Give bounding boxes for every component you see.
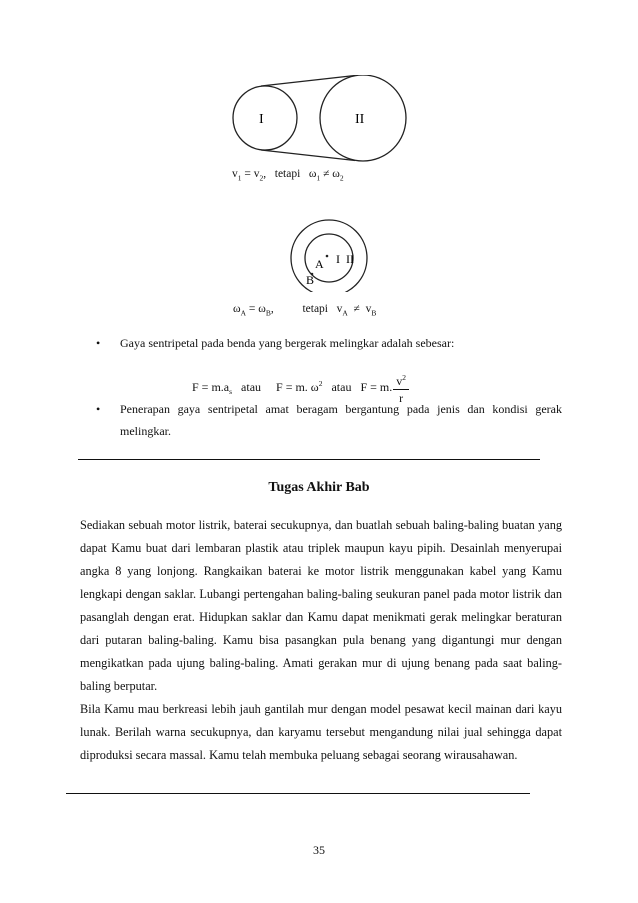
paragraph-2: Bila Kamu mau berkreasi lebih jauh gantilah mur dengan model pesawat kecil mainan dari kayu lunak. Berilah warna secukupnya, dan karyamu tersebut mengandung nilai jual sehingga dapat diproduksi secara massal. Kamu telah membuka peluang sebagai seorang wirausahawan. [80,702,562,762]
paragraph-1: Sediakan sebuah motor listrik, baterai secukupnya, dan buatlah sebuah baling-baling buatan yang dapat Kamu buat dari lembaran plastik atau triplek maupun kayu pipih. Desainlah menyerupai angka 8 yang lonjong. Rangkaikan baterai ke motor listrik menggunakan kabel yang Kamu lengkapi dengan saklar. Lubangi pertengahan baling-baling seukuran panel pada motor listrik dan pasanglah dengan erat. Hidupkan saklar dan Kamu dapat menikmati gerak melingkar beraturan dari putaran baling-baling. Kamu bisa pasangkan pula benang yang digantungi mur dengan mengikatkan pada ujung baling-baling. Amati gerakan mur di ujung benang pada saat baling-baling berputar. [80,518,562,693]
belt-wheels-figure [225,75,425,170]
divider-bottom [66,793,530,794]
point-a [326,255,329,258]
bullet-list-2 [96,398,562,442]
bullet-marker: • [96,336,101,350]
task-text [80,514,562,767]
figure2-caption: $\omega_A = \omega_B$, tetapi $v_A \ne v_B$ [233,303,377,318]
bullet-text: Penerapan gaya sentripetal amat beragam bergantung pada jenis dan kondisi gerak melingkar. [120,402,562,438]
bullet-text: Gaya sentripetal pada benda yang bergerak melingkar adalah sebesar: [120,336,455,350]
label-ii: II [346,252,354,266]
wheel-i-label: I [259,112,264,127]
bullet-item [96,332,562,354]
velocity-fraction: $\frac{v^2}{r}$ [393,370,409,406]
bullet-item [96,398,562,442]
wheel-i [233,86,297,150]
section-title: Tugas Akhir Bab [268,480,370,495]
concentric-wheels-figure [285,212,375,292]
label-i: I [336,252,340,266]
figure1-caption: $v_1 = v_2$, tetapi $\omega_1 \ne \omega_2$ [232,168,344,183]
page-number: 35 [313,843,325,857]
bullet-list-1 [96,332,562,354]
outer-wheel-ii [291,220,367,292]
centripetal-force-formula: $F = m.a_s$ atau F = m. $\omega^2$ atau F = m. $\frac{v^2}{r}$ [186,355,409,406]
wheel-ii-label: II [355,112,365,127]
label-b: B [306,273,315,287]
label-a: A [315,257,324,271]
bullet-marker: • [96,402,101,416]
divider-top [78,459,540,460]
